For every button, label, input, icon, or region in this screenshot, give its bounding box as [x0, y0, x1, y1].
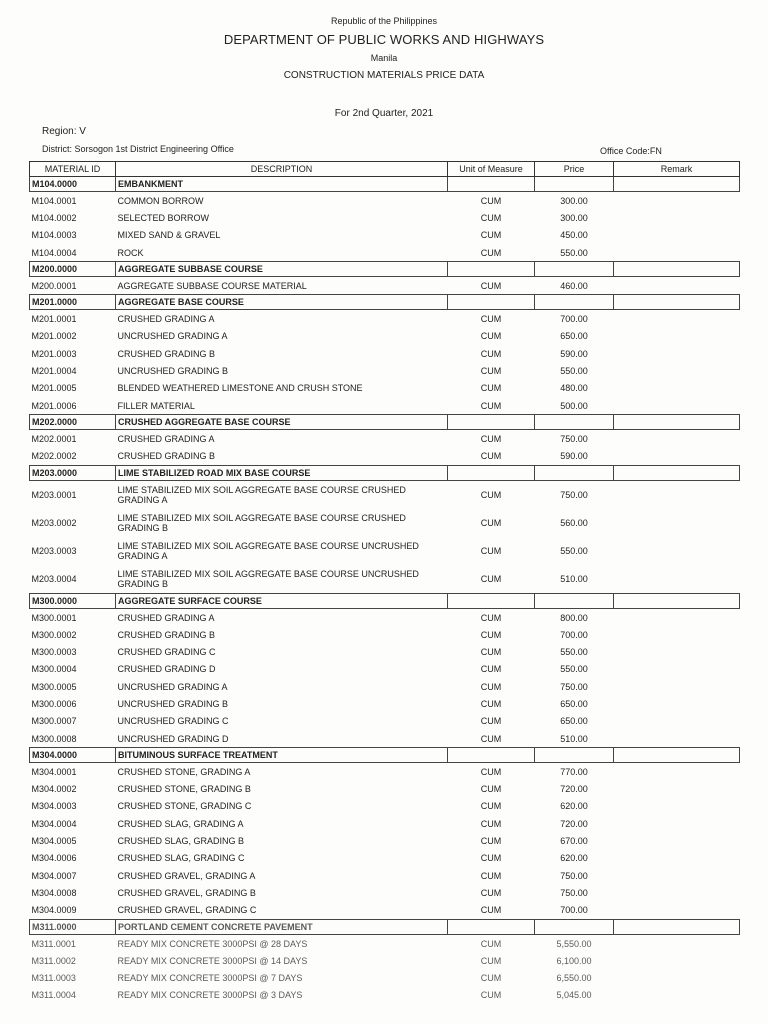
remark-cell — [614, 713, 740, 730]
table-row — [30, 227, 740, 244]
table-row — [30, 362, 740, 379]
group-name: CRUSHED AGGREGATE BASE COURSE — [116, 415, 448, 430]
material-description: AGGREGATE SUBBASE COURSE MATERIAL — [117, 280, 307, 291]
document-title: CONSTRUCTION MATERIALS PRICE DATA — [283, 70, 485, 81]
group-name: AGGREGATE SUBBASE COURSE — [116, 262, 448, 277]
group-name: BITUMINOUS SURFACE TREATMENT — [116, 748, 448, 763]
remark-cell — [614, 832, 740, 849]
material-description: CRUSHED GRADING B — [117, 348, 216, 359]
material-description: CRUSHED GRADING D — [117, 664, 216, 675]
price-value: 550.00 — [560, 247, 588, 258]
price-value: 750.00 — [560, 870, 588, 881]
quarter-label: For 2nd Quarter, 2021 — [334, 108, 434, 119]
header-republic: Republic of the Philippines — [330, 16, 438, 26]
unit-of-measure: CUM — [480, 801, 502, 812]
table-row — [30, 537, 740, 565]
table-row — [30, 970, 740, 987]
price-value: 550.00 — [560, 647, 588, 658]
remark-cell — [614, 328, 740, 345]
unit-of-measure: CUM — [480, 629, 502, 640]
price-value: 590.00 — [560, 348, 588, 359]
material-id: M311.0002 — [31, 955, 76, 966]
table-row — [30, 643, 740, 660]
material-id: M202.0001 — [31, 433, 77, 444]
group-remark-cell — [614, 919, 740, 934]
remark-cell — [614, 987, 740, 1004]
material-description: UNCRUSHED GRADING A — [117, 331, 228, 342]
unit-of-measure: CUM — [480, 784, 502, 795]
material-id: M104.0001 — [31, 195, 77, 206]
table-row — [30, 661, 740, 678]
price-value: 590.00 — [560, 451, 588, 462]
unit-of-measure: CUM — [480, 247, 502, 258]
material-description: FILLER MATERIAL — [117, 400, 195, 411]
remark-cell — [614, 678, 740, 695]
price-value: 700.00 — [560, 314, 588, 325]
unit-of-measure: CUM — [480, 905, 502, 916]
price-value: 6,100.00 — [556, 955, 592, 966]
table-row — [30, 781, 740, 798]
unit-of-measure: CUM — [480, 955, 502, 966]
material-id: M311.0001 — [31, 938, 76, 949]
remark-cell — [614, 884, 740, 901]
unit-of-measure: CUM — [480, 212, 502, 223]
material-description: CRUSHED GRADING A — [117, 433, 215, 444]
material-description: READY MIX CONCRETE 3000PSI @ 28 DAYS — [117, 938, 308, 949]
material-description: CRUSHED SLAG, GRADING A — [117, 818, 244, 829]
group-row — [30, 748, 740, 763]
group-unit-cell — [448, 415, 535, 430]
unit-of-measure: CUM — [480, 836, 502, 847]
price-value: 510.00 — [560, 573, 588, 584]
price-value: 750.00 — [560, 887, 588, 898]
price-value: 5,045.00 — [556, 990, 592, 1001]
unit-of-measure: CUM — [480, 887, 502, 898]
unit-of-measure: CUM — [480, 331, 502, 342]
material-description: UNCRUSHED GRADING B — [117, 698, 229, 709]
material-description: BLENDED WEATHERED LIMESTONE AND CRUSH STONE — [117, 383, 363, 394]
material-description: SELECTED BORROW — [117, 212, 210, 223]
price-value: 650.00 — [560, 698, 588, 709]
price-value: 550.00 — [560, 664, 588, 675]
material-id: M203.0004 — [31, 573, 77, 584]
group-id: M304.0000 — [30, 748, 116, 763]
price-value: 6,550.00 — [556, 973, 592, 984]
material-description: READY MIX CONCRETE 3000PSI @ 3 DAYS — [117, 990, 303, 1001]
remark-cell — [614, 902, 740, 920]
material-description: LIME STABILIZED MIX SOIL AGGREGATE BASE COURSE UNCRUSHED GRADING A — [117, 540, 419, 561]
group-unit-cell — [448, 919, 535, 934]
material-id: M304.0001 — [31, 766, 77, 777]
group-unit-cell — [448, 295, 535, 310]
table-body — [30, 177, 740, 1005]
remark-cell — [614, 310, 740, 328]
unit-of-measure: CUM — [480, 698, 502, 709]
material-id: M200.0001 — [31, 280, 77, 291]
unit-of-measure: CUM — [480, 733, 502, 744]
unit-of-measure: CUM — [480, 990, 502, 1001]
table-row — [30, 884, 740, 901]
remark-cell — [614, 244, 740, 262]
remark-cell — [614, 970, 740, 987]
group-remark-cell — [614, 593, 740, 608]
remark-cell — [614, 661, 740, 678]
material-description: UNCRUSHED GRADING C — [117, 716, 229, 727]
material-description: CRUSHED GRAVEL, GRADING B — [117, 887, 256, 898]
price-value: 670.00 — [560, 836, 588, 847]
remark-cell — [614, 798, 740, 815]
group-id: M203.0000 — [30, 465, 116, 480]
material-id: M304.0009 — [31, 905, 77, 916]
remark-cell — [614, 480, 740, 509]
unit-of-measure: CUM — [480, 489, 502, 500]
group-row — [30, 465, 740, 480]
material-id: M300.0004 — [31, 664, 77, 675]
group-unit-cell — [448, 748, 535, 763]
material-id: M304.0003 — [31, 801, 77, 812]
table-row — [30, 328, 740, 345]
table-row — [30, 987, 740, 1004]
material-id: M203.0002 — [31, 517, 77, 528]
remark-cell — [614, 209, 740, 226]
remark-cell — [614, 850, 740, 867]
unit-of-measure: CUM — [480, 545, 502, 556]
price-value: 720.00 — [560, 818, 588, 829]
material-id: M304.0006 — [31, 853, 77, 864]
table-row — [30, 244, 740, 262]
group-remark-cell — [614, 177, 740, 192]
group-row — [30, 593, 740, 608]
column-header-unit: Unit of Measure — [448, 162, 535, 177]
table-row — [30, 277, 740, 295]
header-city: Manila — [370, 53, 398, 63]
group-price-cell — [535, 465, 614, 480]
remark-cell — [614, 781, 740, 798]
remark-cell — [614, 448, 740, 466]
unit-of-measure: CUM — [480, 766, 502, 777]
remark-cell — [614, 952, 740, 969]
material-description: CRUSHED GRAVEL, GRADING A — [117, 870, 256, 881]
material-description: CRUSHED STONE, GRADING A — [117, 766, 251, 777]
material-description: READY MIX CONCRETE 3000PSI @ 7 DAYS — [117, 973, 303, 984]
group-price-cell — [535, 262, 614, 277]
unit-of-measure: CUM — [480, 612, 502, 623]
remark-cell — [614, 643, 740, 660]
group-remark-cell — [614, 262, 740, 277]
material-description: READY MIX CONCRETE 3000PSI @ 14 DAYS — [117, 955, 308, 966]
unit-of-measure: CUM — [480, 870, 502, 881]
price-value: 620.00 — [560, 853, 588, 864]
group-id: M311.0000 — [30, 919, 116, 934]
table-row — [30, 902, 740, 920]
unit-of-measure: CUM — [480, 938, 502, 949]
group-row — [30, 919, 740, 934]
unit-of-measure: CUM — [480, 366, 502, 377]
unit-of-measure: CUM — [480, 681, 502, 692]
table-row — [30, 209, 740, 226]
material-description: ROCK — [117, 247, 144, 258]
material-description: LIME STABILIZED MIX SOIL AGGREGATE BASE COURSE UNCRUSHED GRADING B — [117, 568, 419, 589]
remark-cell — [614, 277, 740, 295]
material-id: M304.0007 — [31, 870, 77, 881]
table-row — [30, 310, 740, 328]
unit-of-measure: CUM — [480, 716, 502, 727]
group-name: AGGREGATE SURFACE COURSE — [116, 593, 448, 608]
material-description: CRUSHED SLAG, GRADING C — [117, 853, 245, 864]
price-value: 700.00 — [560, 629, 588, 640]
material-description: LIME STABILIZED MIX SOIL AGGREGATE BASE COURSE CRUSHED GRADING B — [117, 512, 406, 533]
material-description: CRUSHED GRADING C — [117, 647, 216, 658]
group-name: EMBANKMENT — [116, 177, 448, 192]
table-row — [30, 565, 740, 594]
remark-cell — [614, 626, 740, 643]
material-description: UNCRUSHED GRADING B — [117, 366, 229, 377]
unit-of-measure: CUM — [480, 348, 502, 359]
price-value: 800.00 — [560, 612, 588, 623]
material-id: M300.0002 — [31, 629, 77, 640]
unit-of-measure: CUM — [480, 433, 502, 444]
group-row — [30, 177, 740, 192]
material-id: M300.0007 — [31, 716, 77, 727]
material-description: CRUSHED STONE, GRADING B — [117, 784, 251, 795]
price-value: 550.00 — [560, 366, 588, 377]
price-value: 300.00 — [560, 212, 588, 223]
remark-cell — [614, 934, 740, 952]
unit-of-measure: CUM — [480, 314, 502, 325]
group-row — [30, 295, 740, 310]
remark-cell — [614, 730, 740, 748]
material-id: M304.0008 — [31, 887, 77, 898]
price-value: 480.00 — [560, 383, 588, 394]
price-value: 510.00 — [560, 733, 588, 744]
price-value: 460.00 — [560, 280, 588, 291]
price-value: 750.00 — [560, 433, 588, 444]
remark-cell — [614, 192, 740, 210]
table-row — [30, 695, 740, 712]
material-id: M304.0002 — [31, 784, 77, 795]
price-table — [29, 161, 740, 1004]
material-id: M304.0005 — [31, 836, 77, 847]
table-row — [30, 380, 740, 397]
group-price-cell — [535, 919, 614, 934]
column-header-material-id: MATERIAL ID — [30, 162, 116, 177]
material-description: CRUSHED GRADING B — [117, 451, 216, 462]
group-unit-cell — [448, 465, 535, 480]
region-label: Region: V — [42, 126, 86, 137]
table-row — [30, 713, 740, 730]
table-row — [30, 730, 740, 748]
unit-of-measure: CUM — [480, 383, 502, 394]
group-id: M202.0000 — [30, 415, 116, 430]
material-id: M304.0004 — [31, 818, 77, 829]
remark-cell — [614, 867, 740, 884]
table-row — [30, 192, 740, 210]
price-value: 750.00 — [560, 489, 588, 500]
material-id: M311.0004 — [31, 990, 76, 1001]
price-value: 650.00 — [560, 331, 588, 342]
group-remark-cell — [614, 748, 740, 763]
district-label: District: Sorsogon 1st District Engineering Office — [42, 144, 234, 154]
unit-of-measure: CUM — [480, 230, 502, 241]
remark-cell — [614, 380, 740, 397]
group-row — [30, 262, 740, 277]
material-id: M203.0003 — [31, 545, 77, 556]
price-value: 450.00 — [560, 230, 588, 241]
table-row — [30, 626, 740, 643]
group-unit-cell — [448, 593, 535, 608]
table-row — [30, 448, 740, 466]
material-description: COMMON BORROW — [117, 195, 204, 206]
material-description: UNCRUSHED GRADING A — [117, 681, 228, 692]
unit-of-measure: CUM — [480, 818, 502, 829]
table-header-row — [30, 162, 740, 177]
material-description: LIME STABILIZED MIX SOIL AGGREGATE BASE COURSE CRUSHED GRADING A — [117, 484, 406, 505]
material-id: M201.0002 — [31, 331, 77, 342]
material-id: M201.0001 — [31, 314, 77, 325]
material-description: MIXED SAND & GRAVEL — [117, 230, 221, 241]
remark-cell — [614, 509, 740, 537]
unit-of-measure: CUM — [480, 517, 502, 528]
material-id: M300.0001 — [31, 612, 77, 623]
material-description: CRUSHED STONE, GRADING C — [117, 801, 252, 812]
material-id: M300.0005 — [31, 681, 77, 692]
group-id: M200.0000 — [30, 262, 116, 277]
unit-of-measure: CUM — [480, 451, 502, 462]
group-remark-cell — [614, 415, 740, 430]
remark-cell — [614, 345, 740, 362]
material-id: M201.0006 — [31, 400, 77, 411]
table-row — [30, 850, 740, 867]
group-price-cell — [535, 593, 614, 608]
table-row — [30, 798, 740, 815]
group-remark-cell — [614, 295, 740, 310]
material-id: M311.0003 — [31, 973, 76, 984]
price-value: 560.00 — [560, 517, 588, 528]
table-row — [30, 815, 740, 832]
group-unit-cell — [448, 177, 535, 192]
material-id: M300.0006 — [31, 698, 77, 709]
remark-cell — [614, 608, 740, 626]
material-description: UNCRUSHED GRADING D — [117, 733, 229, 744]
price-value: 750.00 — [560, 681, 588, 692]
group-price-cell — [535, 415, 614, 430]
material-id: M104.0004 — [31, 247, 77, 258]
unit-of-measure: CUM — [480, 400, 502, 411]
material-description: CRUSHED GRADING B — [117, 629, 216, 640]
unit-of-measure: CUM — [480, 853, 502, 864]
remark-cell — [614, 227, 740, 244]
material-id: M104.0003 — [31, 230, 77, 241]
unit-of-measure: CUM — [480, 973, 502, 984]
remark-cell — [614, 362, 740, 379]
remark-cell — [614, 397, 740, 415]
table-row — [30, 763, 740, 781]
group-id: M300.0000 — [30, 593, 116, 608]
price-value: 550.00 — [560, 545, 588, 556]
column-header-remark: Remark — [614, 162, 740, 177]
material-id: M201.0003 — [31, 348, 77, 359]
office-code-label: Office Code:FN — [600, 146, 662, 156]
table-row — [30, 480, 740, 509]
material-description: CRUSHED GRADING A — [117, 612, 215, 623]
group-name: PORTLAND CEMENT CONCRETE PAVEMENT — [116, 919, 448, 934]
price-value: 500.00 — [560, 400, 588, 411]
group-name: AGGREGATE BASE COURSE — [116, 295, 448, 310]
group-price-cell — [535, 177, 614, 192]
price-value: 300.00 — [560, 195, 588, 206]
column-header-description: DESCRIPTION — [116, 162, 448, 177]
remark-cell — [614, 695, 740, 712]
remark-cell — [614, 763, 740, 781]
table-row — [30, 952, 740, 969]
material-id: M300.0003 — [31, 647, 77, 658]
price-value: 620.00 — [560, 801, 588, 812]
material-id: M203.0001 — [31, 489, 77, 500]
header-department: DEPARTMENT OF PUBLIC WORKS AND HIGHWAYS — [223, 32, 545, 47]
unit-of-measure: CUM — [480, 664, 502, 675]
unit-of-measure: CUM — [480, 280, 502, 291]
material-description: CRUSHED SLAG, GRADING B — [117, 836, 245, 847]
material-description: CRUSHED GRADING A — [117, 314, 215, 325]
column-header-price: Price — [535, 162, 614, 177]
price-value: 5,550.00 — [556, 938, 592, 949]
table-row — [30, 397, 740, 415]
unit-of-measure: CUM — [480, 647, 502, 658]
material-id: M300.0008 — [31, 733, 77, 744]
material-id: M104.0002 — [31, 212, 77, 223]
material-id: M201.0005 — [31, 383, 77, 394]
remark-cell — [614, 565, 740, 594]
price-value: 720.00 — [560, 784, 588, 795]
table-row — [30, 509, 740, 537]
table-row — [30, 867, 740, 884]
table-row — [30, 345, 740, 362]
table-row — [30, 934, 740, 952]
unit-of-measure: CUM — [480, 573, 502, 584]
remark-cell — [614, 815, 740, 832]
price-value: 650.00 — [560, 716, 588, 727]
group-id: M201.0000 — [30, 295, 116, 310]
group-id: M104.0000 — [30, 177, 116, 192]
price-value: 700.00 — [560, 905, 588, 916]
group-price-cell — [535, 748, 614, 763]
material-description: CRUSHED GRAVEL, GRADING C — [117, 905, 257, 916]
group-row — [30, 415, 740, 430]
group-remark-cell — [614, 465, 740, 480]
material-id: M202.0002 — [31, 451, 77, 462]
table-row — [30, 608, 740, 626]
remark-cell — [614, 537, 740, 565]
unit-of-measure: CUM — [480, 195, 502, 206]
remark-cell — [614, 430, 740, 448]
material-id: M201.0004 — [31, 366, 77, 377]
table-row — [30, 832, 740, 849]
table-row — [30, 430, 740, 448]
group-price-cell — [535, 295, 614, 310]
table-row — [30, 678, 740, 695]
group-name: LIME STABILIZED ROAD MIX BASE COURSE — [116, 465, 448, 480]
group-unit-cell — [448, 262, 535, 277]
price-value: 770.00 — [560, 766, 588, 777]
